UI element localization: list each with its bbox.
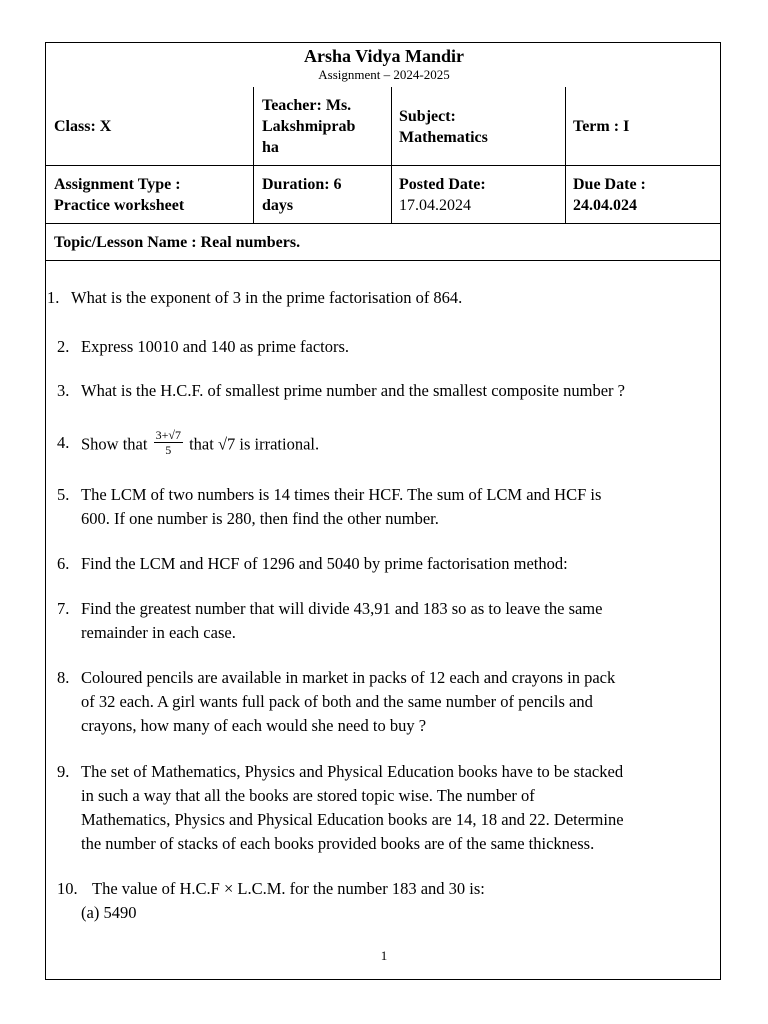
school-name: Arsha Vidya Mandir (303, 46, 465, 66)
question-number: 3. (57, 381, 70, 400)
teacher-cell: Teacher: Ms. Lakshmiprab ha (262, 97, 356, 156)
duration-cell: Duration: 6 days (262, 176, 342, 214)
question-number: 6. (57, 554, 70, 573)
table-row-divider (45, 223, 721, 224)
question-number: 9. (57, 762, 70, 781)
table-row-divider (45, 165, 721, 166)
table-col-divider (253, 87, 254, 223)
topic-cell: Topic/Lesson Name : Real numbers. (54, 234, 301, 251)
class-cell: Class: X (54, 118, 112, 135)
question-number: 7. (57, 599, 70, 618)
question-number: 5. (57, 485, 70, 504)
question-number: 2. (57, 337, 70, 356)
table-col-divider (391, 87, 392, 223)
page-number: 1 (380, 948, 388, 963)
table-row-divider (45, 260, 721, 261)
term-cell: Term : I (573, 118, 630, 135)
posted-date-cell: Posted Date: 17.04.2024 (399, 176, 486, 214)
question-number: 1. (47, 288, 60, 307)
due-date-cell: Due Date : 24.04.024 (573, 176, 646, 214)
table-col-divider (565, 87, 566, 223)
question-number: 4. (57, 433, 70, 452)
subject-cell: Subject: Mathematics (399, 108, 488, 146)
assignment-year: Assignment – 2024-2025 (318, 67, 450, 82)
question-number: 8. (57, 668, 70, 687)
fraction: $\frac{3+√7}{5}$ (155, 428, 181, 457)
question-number: 10. (57, 879, 78, 898)
assignment-type-cell: Assignment Type : Practice worksheet (54, 176, 185, 214)
